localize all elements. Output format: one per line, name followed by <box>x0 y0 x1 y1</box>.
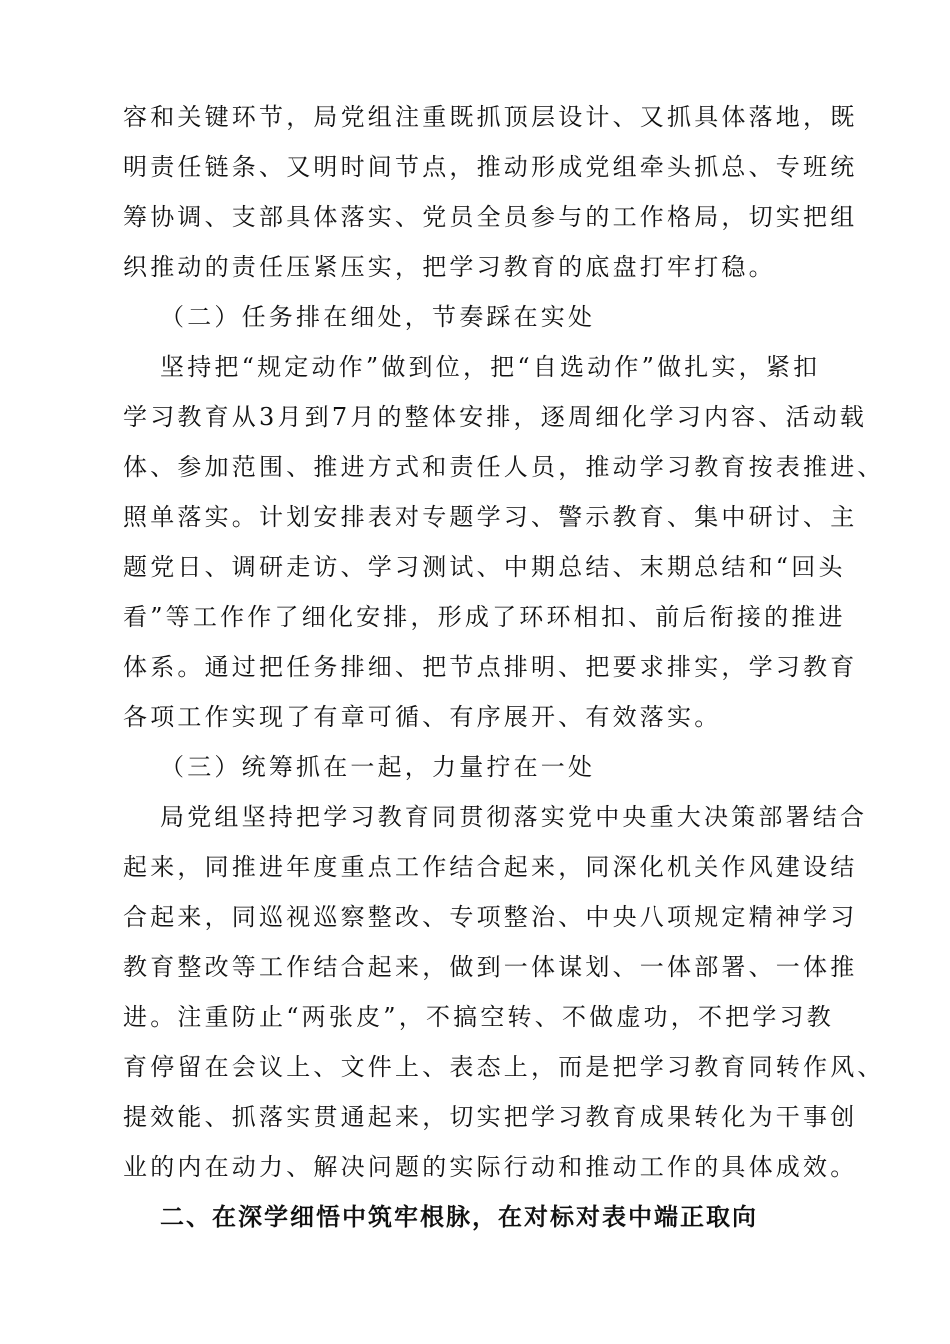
body-line: 题党日、调研走访、学习测试、中期总结、末期总结和“回头 <box>123 553 846 581</box>
body-line: 织推动的责任压紧压实，把学习教育的底盘打牢打稳。 <box>123 253 776 281</box>
body-line: 照单落实。计划安排表对专题学习、警示教育、集中研讨、主 <box>123 503 858 531</box>
body-line: 进。注重防止“两张皮”，不搞空转、不做虚功，不把学习教 <box>123 1003 834 1031</box>
body-line: 学习教育从3月到7月的整体安排，逐周细化学习内容、活动载 <box>123 403 868 431</box>
body-line: 合起来，同巡视巡察整改、专项整治、中央八项规定精神学习 <box>123 903 858 931</box>
subheading-two: （二）任务排在细处，节奏踩在实处 <box>160 303 596 331</box>
body-line: 体系。通过把任务排细、把节点排明、把要求排实，学习教育 <box>123 653 858 681</box>
body-line: 育停留在会议上、文件上、表态上，而是把学习教育同转作风、 <box>123 1053 885 1081</box>
paragraph-first-line: 坚持把“规定动作”做到位，把“自选动作”做扎实，紧扣 <box>160 353 821 381</box>
paragraph-first-line: 局党组坚持把学习教育同贯彻落实党中央重大决策部署结合 <box>160 803 868 831</box>
body-line: 起来，同推进年度重点工作结合起来，同深化机关作风建设结 <box>123 853 858 881</box>
body-line: 明责任链条、又明时间节点，推动形成党组牵头抓总、专班统 <box>123 153 858 181</box>
body-line: 看”等工作作了细化安排，形成了环环相扣、前后衔接的推进 <box>123 603 846 631</box>
subheading-three: （三）统筹抓在一起，力量拧在一处 <box>160 753 596 781</box>
body-line: 提效能、抓落实贯通起来，切实把学习教育成果转化为干事创 <box>123 1103 858 1131</box>
body-line: 体、参加范围、推进方式和责任人员，推动学习教育按表推进、 <box>123 453 885 481</box>
body-line: 筹协调、支部具体落实、党员全员参与的工作格局，切实把组 <box>123 203 858 231</box>
body-line: 容和关键环节，局党组注重既抓顶层设计、又抓具体落地，既 <box>123 103 858 131</box>
body-line: 教育整改等工作结合起来，做到一体谋划、一体部署、一体推 <box>123 953 858 981</box>
body-line: 各项工作实现了有章可循、有序展开、有效落实。 <box>123 703 722 731</box>
body-line: 业的内在动力、解决问题的实际行动和推动工作的具体成效。 <box>123 1153 858 1181</box>
section-heading: 二、在深学细悟中筑牢根脉，在对标对表中端正取向 <box>160 1203 758 1231</box>
